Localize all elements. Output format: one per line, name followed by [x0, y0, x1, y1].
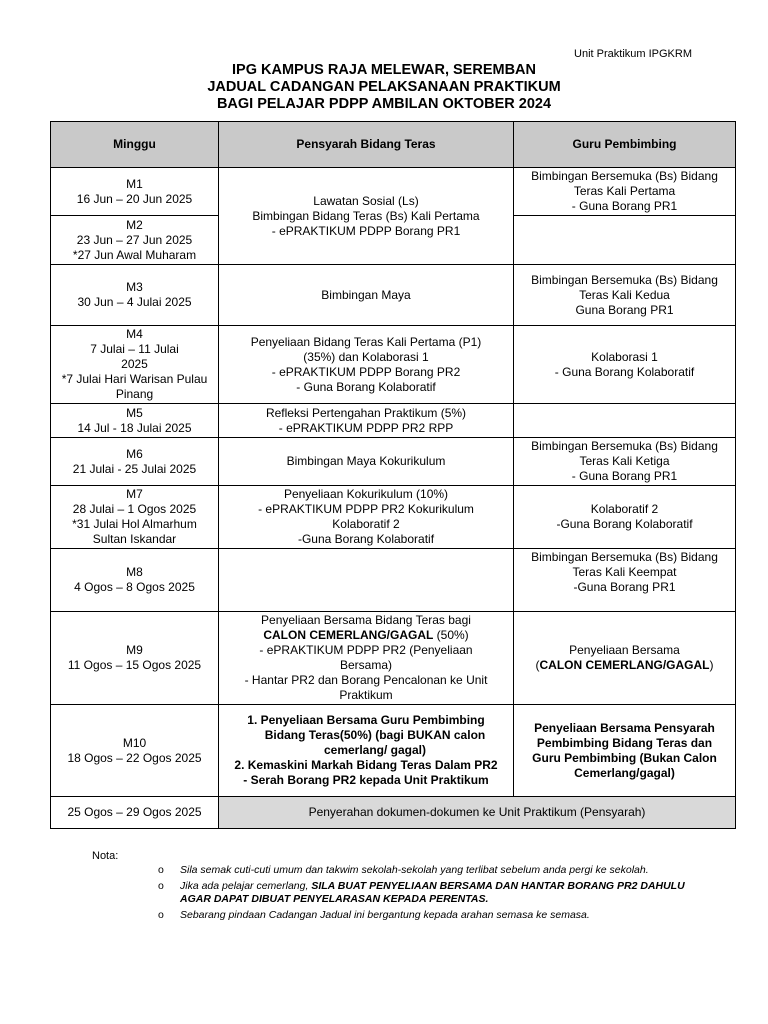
guru-line: Bimbingan Bersemuka (Bs) Bidang	[531, 439, 718, 453]
week-note: Pinang	[115, 387, 154, 401]
title-line-3: BAGI PELAJAR PDPP AMBILAN OKTOBER 2024	[216, 96, 552, 112]
schedule-table	[50, 121, 736, 829]
pensyarah-line: Refleksi Pertengahan Praktikum (5%)	[265, 405, 467, 420]
guru-line: Guru Pembimbing (Bukan Calon	[532, 750, 717, 765]
table-row	[51, 797, 736, 829]
paren: )	[709, 658, 714, 672]
pensyarah-line: - ePRAKTIKUM PDPP Borang PR1	[271, 223, 461, 238]
pensyarah-cell: Bimbingan Maya	[219, 265, 514, 326]
pensyarah-cell	[219, 486, 514, 549]
emphasis-text: CALON CEMERLANG/GAGAL	[539, 658, 710, 672]
note-item	[158, 864, 718, 877]
pensyarah-cell	[219, 705, 514, 797]
pensyarah-line: - ePRAKTIKUM PDPP PR2 Kokurikulum	[258, 502, 474, 516]
guru-line: Kolaboratif 2	[590, 502, 659, 516]
pensyarah-line: Penyeliaan Bersama Bidang Teras bagi	[261, 613, 471, 627]
pensyarah-line: cemerlang/ gagal)	[323, 743, 427, 757]
nota-label: Nota:	[92, 850, 119, 862]
unit-label: Unit Praktikum IPGKRM	[574, 48, 692, 60]
week-dates: 11 Ogos – 15 Ogos 2025	[67, 658, 202, 672]
header-minggu: Minggu	[51, 122, 219, 168]
guru-cell	[514, 168, 736, 216]
note-item	[158, 880, 718, 906]
guru-cell	[514, 404, 736, 438]
notes-list	[158, 864, 718, 925]
table-row	[51, 168, 736, 216]
guru-cell	[514, 549, 736, 612]
guru-line: Penyeliaan Bersama	[569, 643, 680, 657]
pensyarah-line: 1. Penyeliaan Bersama Guru Pembimbing	[247, 713, 485, 727]
document-title	[0, 62, 768, 113]
week-label: M8	[126, 565, 143, 579]
pensyarah-line: 2. Kemaskini Markah Bidang Teras Dalam PR2	[234, 758, 498, 772]
week-dates: 16 Jun – 20 Jun 2025	[76, 191, 193, 206]
pensyarah-line: Bersama)	[339, 658, 392, 672]
week-label: M5	[126, 405, 143, 420]
guru-line: Teras Kali Kedua	[579, 287, 670, 302]
guru-line: Teras Kali Ketiga	[579, 454, 670, 468]
pensyarah-cell	[219, 549, 514, 612]
table-row	[51, 612, 736, 705]
pensyarah-cell: Bimbingan Maya Kokurikulum	[219, 438, 514, 486]
pensyarah-cell	[219, 168, 514, 265]
week-cell	[51, 265, 219, 326]
guru-cell	[514, 326, 736, 404]
guru-line: Bimbingan Bersemuka (Bs) Bidang	[531, 169, 718, 183]
guru-line: - Guna Borang Kolaboratif	[554, 364, 695, 379]
week-cell	[51, 486, 219, 549]
pensyarah-line: - ePRAKTIKUM PDPP Borang PR2	[271, 364, 461, 379]
guru-line: -Guna Borang Kolaboratif	[556, 517, 693, 531]
pensyarah-cell	[219, 612, 514, 705]
guru-cell	[514, 216, 736, 265]
pensyarah-line: Kolaboratif 2	[332, 517, 400, 531]
pensyarah-line: Penyeliaan Bidang Teras Kali Pertama (P1)	[250, 334, 482, 349]
pensyarah-cell	[219, 404, 514, 438]
pensyarah-line: - ePRAKTIKUM PDPP PR2 RPP	[278, 420, 454, 435]
week-cell	[51, 549, 219, 612]
week-label: M9	[126, 643, 143, 657]
pensyarah-line: - ePRAKTIKUM PDPP PR2 (Penyeliaan	[259, 643, 473, 657]
guru-line: Pembimbing Bidang Teras dan	[536, 735, 713, 750]
week-cell	[51, 404, 219, 438]
guru-line: Teras Kali Pertama	[573, 184, 676, 198]
week-cell	[51, 612, 219, 705]
guru-line: Cemerlang/gagal)	[574, 765, 675, 780]
guru-line: Guna Borang PR1	[575, 302, 674, 317]
bullet-icon: o	[158, 864, 164, 876]
table-row	[51, 265, 736, 326]
guru-line: Kolaborasi 1	[591, 349, 658, 364]
guru-line: - Guna Borang PR1	[571, 469, 678, 483]
week-note: Sultan Iskandar	[92, 532, 177, 546]
week-dates: 18 Ogos – 22 Ogos 2025	[67, 750, 202, 765]
note-item	[158, 909, 718, 922]
guru-line: Teras Kali Keempat	[572, 565, 677, 579]
pensyarah-line: - Guna Borang Kolaboratif	[296, 379, 436, 394]
guru-line: - Guna Borang PR1	[571, 199, 678, 213]
table-row	[51, 486, 736, 549]
table-row	[51, 549, 736, 612]
guru-line: Penyeliaan Bersama Pensyarah	[534, 720, 715, 735]
week-cell	[51, 438, 219, 486]
week-cell	[51, 705, 219, 797]
table-row	[51, 326, 736, 404]
week-label: M6	[126, 446, 143, 461]
guru-line: Bimbingan Bersemuka (Bs) Bidang	[531, 272, 718, 287]
week-label: M7	[126, 487, 143, 501]
pensyarah-line: - Serah Borang PR2 kepada Unit Praktikum	[243, 773, 489, 787]
bullet-icon: o	[158, 880, 164, 892]
note-emphasis: SILA BUAT PENYELIAAN BERSAMA DAN HANTAR BORANG PR2 DAHULU AGAR DAPAT DIBUAT PENYELARASAN KEPADA PERENTAS.	[180, 880, 685, 905]
pensyarah-text: (50%)	[433, 628, 469, 642]
pensyarah-line: Bimbingan Bidang Teras (Bs) Kali Pertama	[252, 208, 480, 223]
pensyarah-line	[223, 628, 509, 643]
week-cell	[51, 216, 219, 265]
emphasis-text: CALON CEMERLANG/GAGAL	[263, 628, 434, 642]
pensyarah-line: Lawatan Sosial (Ls)	[313, 193, 419, 208]
pensyarah-line: (35%) dan Kolaborasi 1	[303, 349, 429, 364]
title-line-2: JADUAL CADANGAN PELAKSANAAN PRAKTIKUM	[207, 79, 561, 95]
week-dates: 7 Julai – 11 Julai	[90, 342, 179, 356]
guru-cell	[514, 486, 736, 549]
guru-line: -Guna Borang PR1	[573, 580, 676, 594]
pensyarah-line: -Guna Borang Kolaboratif	[297, 532, 435, 546]
week-dates: 28 Julai – 1 Ogos 2025	[72, 502, 197, 516]
week-cell: 25 Ogos – 29 Ogos 2025	[51, 797, 219, 829]
table-row	[51, 705, 736, 797]
handover-cell: Penyerahan dokumen-dokumen ke Unit Praktikum (Pensyarah)	[219, 797, 736, 829]
title-line-1: IPG KAMPUS RAJA MELEWAR, SEREMBAN	[232, 62, 536, 78]
week-label: M2	[126, 217, 143, 232]
guru-line	[518, 658, 731, 673]
guru-cell	[514, 612, 736, 705]
week-label: M10	[122, 735, 147, 750]
week-label: M3	[126, 280, 143, 294]
note-text: Sebarang pindaan Cadangan Jadual ini bergantung kepada arahan semasa ke semasa.	[180, 909, 590, 921]
week-dates: 14 Jul - 18 Julai 2025	[77, 420, 192, 435]
note-text: Jika ada pelajar cemerlang,	[180, 880, 312, 892]
week-note: *31 Julai Hol Almarhum	[72, 517, 197, 531]
table-row	[51, 438, 736, 486]
pensyarah-cell	[219, 326, 514, 404]
pensyarah-line: Penyeliaan Kokurikulum (10%)	[283, 487, 449, 501]
pensyarah-line: - Hantar PR2 dan Borang Pencalonan ke Unit	[244, 673, 488, 687]
guru-cell	[514, 438, 736, 486]
week-dates: 23 Jun – 27 Jun 2025	[76, 232, 193, 247]
guru-cell	[514, 265, 736, 326]
bullet-icon: o	[158, 909, 164, 921]
week-cell	[51, 168, 219, 216]
note-text: Sila semak cuti-cuti umum dan takwim sekolah-sekolah yang terlibat sebelum anda pergi ke sekolah.	[180, 864, 649, 876]
week-label: M1	[126, 176, 143, 191]
pensyarah-line: Bidang Teras(50%) (bagi BUKAN calon	[264, 728, 486, 742]
week-label: M4	[126, 327, 143, 341]
week-note: *27 Jun Awal Muharam	[72, 247, 197, 262]
header-guru: Guru Pembimbing	[514, 122, 736, 168]
week-dates: 30 Jun – 4 Julai 2025	[77, 295, 192, 309]
table-header-row	[51, 122, 736, 168]
week-note: *7 Julai Hari Warisan Pulau	[61, 372, 208, 386]
week-cell	[51, 326, 219, 404]
week-dates: 2025	[121, 357, 148, 371]
table-row	[51, 404, 736, 438]
week-dates: 21 Julai - 25 Julai 2025	[72, 461, 197, 476]
week-dates: 4 Ogos – 8 Ogos 2025	[74, 580, 195, 594]
guru-line: Bimbingan Bersemuka (Bs) Bidang	[531, 550, 718, 564]
guru-cell	[514, 705, 736, 797]
paren: (	[535, 658, 540, 672]
pensyarah-line: Praktikum	[339, 688, 393, 702]
header-pensyarah: Pensyarah Bidang Teras	[219, 122, 514, 168]
